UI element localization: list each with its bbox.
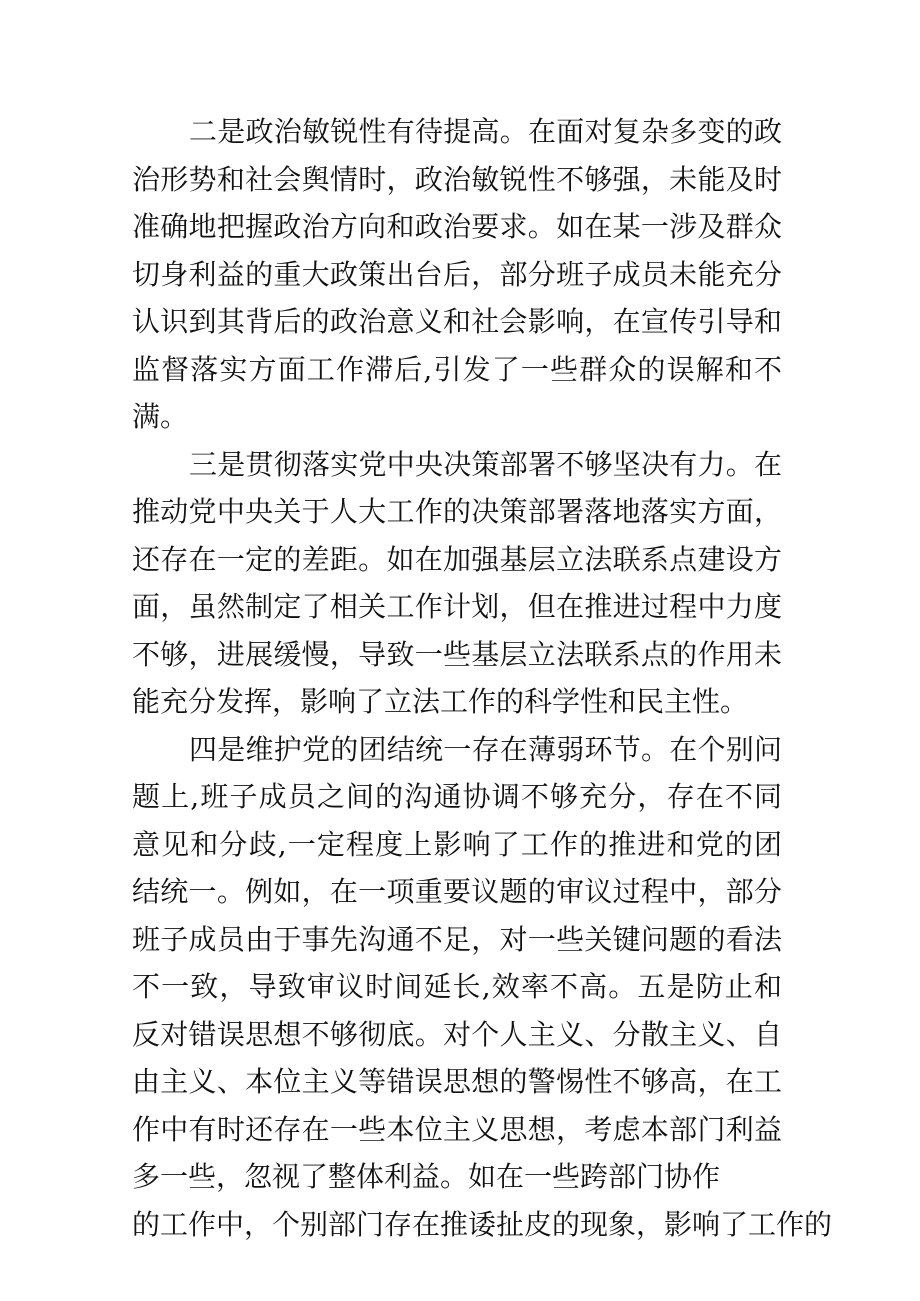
document-body (132, 108, 833, 1248)
paragraph-party-unity: 四是维护党的团结统一存在薄弱环节。在个别问题上,班子成员之间的沟通协调不够充分，存在不同意见和分歧,一定程度上影响了工作的推进和党的团结统一。例如，在一项重要议题的审议过程中，部分班子成员由于事先沟通不足，对一些关键问题的看法不一致，导致审议时间延长,效率不高。五是防止和反对错误思想不够彻底。对个人主义、分散主义、自由主义、本位主义等错误思想的警惕性不够高，在工作中有时还存在一些本位主义思想，考虑本部门利益多一些，忽视了整体利益。如在一些跨部门协作 (132, 732, 782, 1193)
paragraph-implementation: 三是贯彻落实党中央决策部署不够坚决有力。在推动党中央关于人大工作的决策部署落地落实方面，还存在一定的差距。如在加强基层立法联系点建设方面，虽然制定了相关工作计划，但在推进过程中力度不够，进展缓慢，导致一些基层立法联系点的作用未能充分发挥，影响了立法工作的科学性和民主性。 (132, 447, 782, 718)
trailing-text-line: 的工作中，个别部门存在推诿扯皮的现象，影响了工作的 (132, 1207, 833, 1241)
paragraph-political-sensitivity: 二是政治敏锐性有待提高。在面对复杂多变的政治形势和社会舆情时，政治敏锐性不够强，未能及时准确地把握政治方向和政治要求。如在某一涉及群众切身利益的重大政策出台后，部分班子成员未能充分认识到其背后的政治意义和社会影响，在宣传引导和监督落实方面工作滞后,引发了一些群众的误解和不满。 (132, 115, 782, 433)
